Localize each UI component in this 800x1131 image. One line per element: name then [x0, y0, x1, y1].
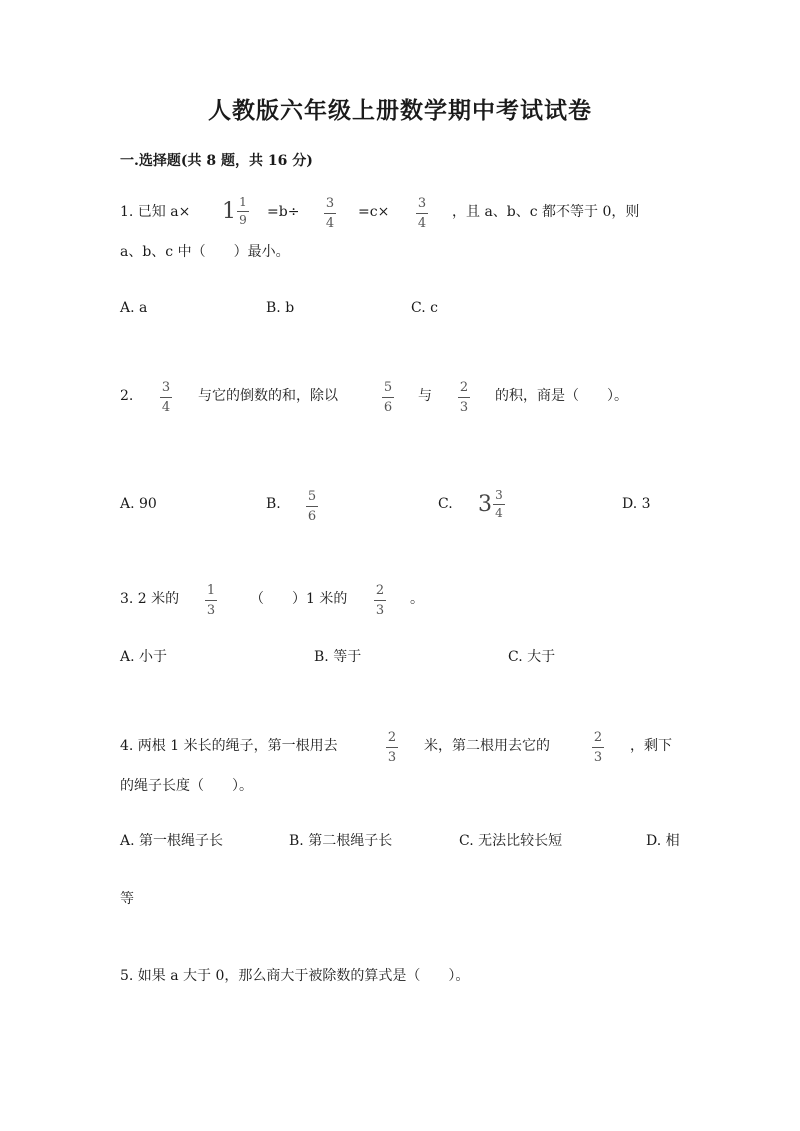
- fraction-bar: [374, 600, 386, 601]
- fraction-bar: [237, 211, 249, 212]
- q2-option-d: D. 3: [622, 496, 651, 512]
- q1-mixed-whole: 1: [222, 198, 236, 224]
- fraction-bar: [205, 600, 217, 601]
- q1-frac2-den: 4: [417, 216, 427, 231]
- q2-option-b-label: B.: [266, 496, 281, 512]
- q4-option-d: D. 相: [646, 833, 680, 849]
- q2-option-c-label: C.: [438, 496, 453, 512]
- q2-option-c-mixed: [478, 489, 505, 520]
- q4-text-c: ，剩下: [630, 738, 672, 754]
- q3-frac1-den: 3: [206, 603, 216, 618]
- q1-frac1-num: 3: [325, 196, 335, 211]
- q2-text-b: 与: [418, 388, 432, 404]
- q3-text-b: （ ）1 米的: [250, 591, 348, 607]
- fraction-bar: [386, 747, 398, 748]
- q3-fraction-1: [205, 583, 217, 618]
- q2-text-a: 与它的倒数的和，除以: [198, 388, 338, 404]
- q2-fraction-3: [458, 380, 470, 415]
- q1-option-b: B. b: [266, 300, 295, 316]
- q2-optb-den: 6: [307, 509, 317, 524]
- q2-optc-num: 3: [495, 488, 503, 502]
- q4-frac1-num: 2: [387, 730, 397, 745]
- q2-option-a: A. 90: [120, 496, 157, 512]
- q4-option-d-wrap: 等: [120, 891, 134, 907]
- q1-option-a: A. a: [120, 300, 148, 316]
- q4-option-a: A. 第一根绳子长: [120, 833, 224, 849]
- q4-frac2-num: 2: [593, 730, 603, 745]
- q1-text-b: =b÷: [267, 204, 300, 220]
- q2-frac3-den: 3: [459, 400, 469, 415]
- fraction-bar: [493, 504, 505, 505]
- q4-text-b: 米，第二根用去它的: [424, 738, 550, 754]
- q3-frac2-num: 2: [375, 583, 385, 598]
- q4-frac1-den: 3: [387, 750, 397, 765]
- fraction-bar: [160, 397, 172, 398]
- q3-text-c: 。: [410, 591, 424, 607]
- q1-fraction-2: [416, 196, 428, 231]
- q1-text-a: 1. 已知 a×: [120, 204, 191, 220]
- q5-text: 5. 如果 a 大于 0，那么商大于被除数的算式是（ ）。: [120, 968, 470, 984]
- q4-fraction-1: [386, 730, 398, 765]
- q2-optc-fraction: [493, 489, 505, 520]
- q2-number: 2.: [120, 388, 134, 404]
- q1-line-2: a、b、c 中（ ）最小。: [120, 244, 290, 260]
- q3-text-a: 3. 2 米的: [120, 591, 180, 607]
- page-title: 人教版六年级上册数学期中考试试卷: [208, 97, 592, 124]
- q3-fraction-2: [374, 583, 386, 618]
- q2-option-b-fraction: [306, 489, 318, 524]
- q3-option-b: B. 等于: [314, 649, 362, 665]
- q2-frac3-num: 2: [459, 380, 469, 395]
- fraction-bar: [458, 397, 470, 398]
- q3-frac2-den: 3: [375, 603, 385, 618]
- q4-line-2: 的绳子长度（ ）。: [120, 778, 253, 794]
- q4-option-c: C. 无法比较长短: [459, 833, 563, 849]
- q2-optc-whole: 3: [478, 491, 492, 517]
- q1-mixed-num: 1: [239, 195, 247, 209]
- q4-fraction-2: [592, 730, 604, 765]
- q3-option-c: C. 大于: [508, 649, 556, 665]
- q1-frac1-den: 4: [325, 216, 335, 231]
- q2-fraction-2: [382, 380, 394, 415]
- q2-frac2-den: 6: [383, 400, 393, 415]
- q4-frac2-den: 3: [593, 750, 603, 765]
- q1-mixed-den: 9: [239, 213, 247, 227]
- q2-optc-den: 4: [495, 506, 503, 520]
- fraction-bar: [382, 397, 394, 398]
- q1-mixed-number: [222, 196, 249, 227]
- q4-option-b: B. 第二根绳子长: [289, 833, 393, 849]
- q2-frac1-num: 3: [161, 380, 171, 395]
- q1-option-c: C. c: [411, 300, 438, 316]
- fraction-bar: [592, 747, 604, 748]
- fraction-bar: [324, 213, 336, 214]
- q1-mixed-fraction: [237, 196, 249, 227]
- q2-frac1-den: 4: [161, 400, 171, 415]
- q3-frac1-num: 1: [206, 583, 216, 598]
- q1-text-d: ，且 a、b、c 都不等于 0，则: [452, 204, 640, 220]
- q1-text-c: =c×: [358, 204, 390, 220]
- q1-fraction-1: [324, 196, 336, 231]
- q2-fraction-1: [160, 380, 172, 415]
- q4-text-a: 4. 两根 1 米长的绳子，第一根用去: [120, 738, 338, 754]
- section-heading: 一.选择题(共 8 题，共 16 分): [120, 153, 313, 169]
- q3-option-a: A. 小于: [120, 649, 168, 665]
- q1-frac2-num: 3: [417, 196, 427, 211]
- q2-text-c: 的积，商是（ ）。: [495, 388, 628, 404]
- q2-optb-num: 5: [307, 489, 317, 504]
- q2-frac2-num: 5: [383, 380, 393, 395]
- fraction-bar: [416, 213, 428, 214]
- fraction-bar: [306, 506, 318, 507]
